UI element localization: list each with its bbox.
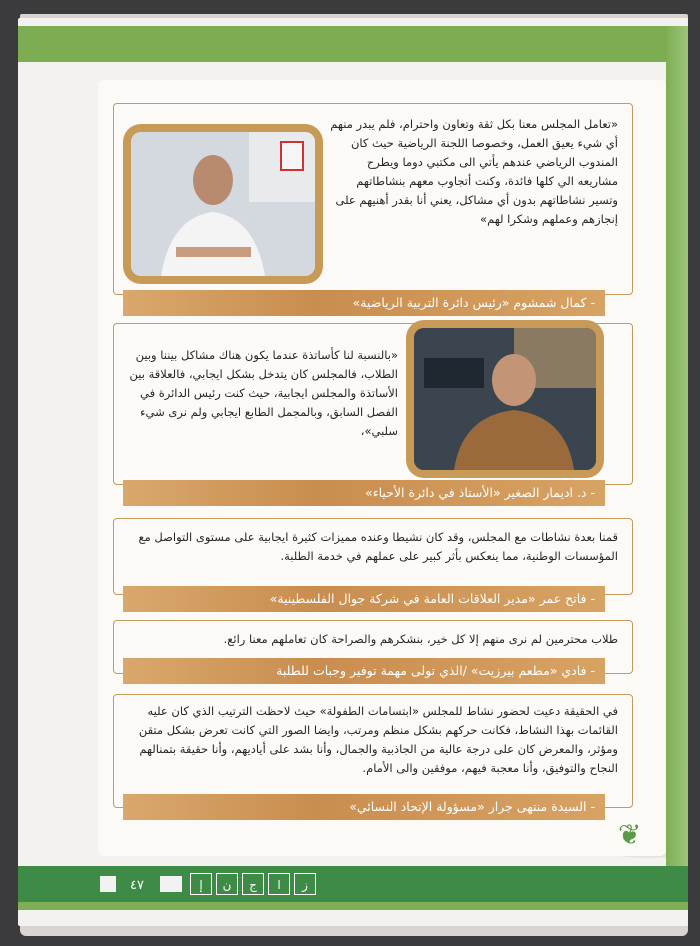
portrait-photo-2 <box>414 328 596 470</box>
photo-frame-1 <box>123 124 323 284</box>
footer-letter-2: ن <box>216 873 238 895</box>
footer-letter-3: ج <box>242 873 264 895</box>
testimonial-quote-1: «تعامل المجلس معنا بكل ثقة وتعاون واحترام، فلم يبدر منهم أي شيء يعيق العمل، وخصوصا اللجنة الرياضية حيث كان المندوب الرياضي عندهم يأتي الى مكتبي دوما ويطرح مشاريعه الي كلها فائدة، وكنت أتجاوب معهم بنشاطاتهم وتسير نشاطاتهم بدون أي مشاكل، يعني أنا بقدر أهنيهم على إنجازهم وعملهم وشكرا لهم» <box>330 117 618 226</box>
page-marker-square <box>100 876 116 892</box>
top-green-bar <box>18 26 688 62</box>
testimonial-attribution-5: - السيدة منتهى جرار «مسؤولة الإتحاد النسائي» <box>123 794 605 820</box>
testimonial-attribution-1: - كمال شمشوم «رئيس دائرة التربية الرياضية» <box>123 290 605 316</box>
leaf-ornament-icon: ❦ <box>618 818 642 851</box>
page-number: ٤٧ <box>130 878 144 893</box>
footer-letter-1: إ <box>190 873 212 895</box>
testimonial-attribution-3: - فاتح عمر «مدير العلاقات العامة في شركة جوال الفلسطينية» <box>123 586 605 612</box>
testimonial-quote-4: طلاب محترمين لم نرى منهم إلا كل خير، بنشكرهم والصراحة كان تعاملهم معنا رائع. <box>223 632 618 646</box>
footer-letter-4: ا <box>268 873 290 895</box>
page-marker-square <box>160 876 182 892</box>
magazine-page <box>18 18 688 926</box>
testimonial-quote-3: قمنا بعدة نشاطات مع المجلس، وقد كان نشيطا وعنده مميزات كثيرة ايجابية على مستوى التواصل مع المؤسسات الوطنية، مما ينعكس بأثر كبير على عملهم في خدمة الطلبة. <box>138 530 618 563</box>
bottom-light-strip <box>18 902 688 910</box>
testimonial-quote-5: في الحقيقة دعيت لحضور نشاط للمجلس «ابتسامات الطفولة» حيث لاحظت الترتيب الذي كان عليه القائمات بهذا النشاط، فكانت حركهم بشكل منظم ومرتب، وايضا الصور التي كانت تعرض بشكل متقن ومؤثر، والمعرض كان على درجة عالية من الجاذبية والجمال، وأنا بشد على أياديهم، وأنا حقيقة بتمنالهم النجاح والتوفيق، وأنا معجبة فيهم، موفقين والى الأمام. <box>138 704 618 775</box>
person-illustration-1 <box>131 132 315 276</box>
testimonial-quote-2: «بالنسبة لنا كأساتذة عندما يكون هناك مشاكل بيننا وبين الطلاب، فالمجلس كان يتدخل بشكل ايجابي، فالعلاقة بين الأساتذة والمجلس ايجابية، حيث كنت رئيس الدائرة في الفصل السابق، وبالمجمل الطابع ايجابي ولم نرى شيء سلبي»، <box>129 348 398 438</box>
person-illustration-2 <box>414 328 596 470</box>
photo-frame-2 <box>406 320 604 478</box>
bottom-green-bar <box>18 866 688 902</box>
right-green-bar <box>666 26 688 866</box>
testimonial-attribution-2: - د. اديمار الصغير «الأستاذ في دائرة الأحياء» <box>123 480 605 506</box>
footer-letter-5: ز <box>294 873 316 895</box>
portrait-photo-1 <box>131 132 315 276</box>
testimonial-attribution-4: - فادي «مطعم بيرزيت» /الذي تولى مهمة توفير وجبات للطلبة <box>123 658 605 684</box>
